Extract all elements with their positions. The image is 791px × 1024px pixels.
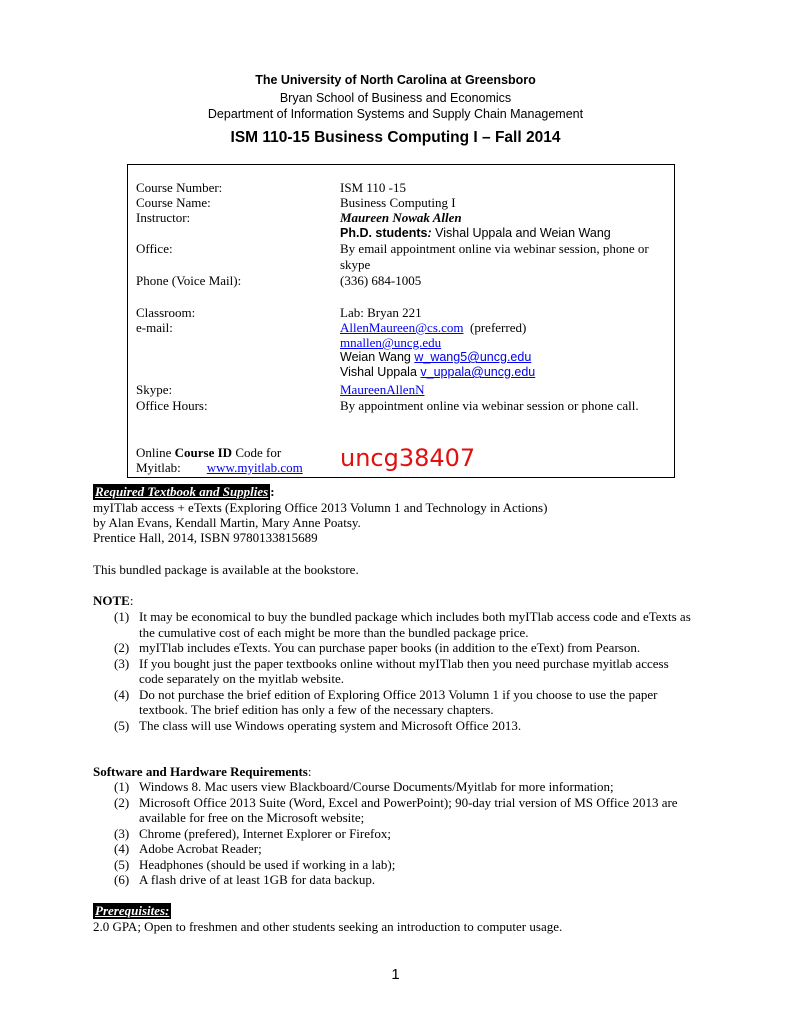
- list-item-number: (3): [114, 825, 130, 841]
- list-item: [114, 795, 694, 826]
- weian-email-link[interactable]: w_wang5@uncg.edu: [414, 350, 532, 364]
- list-item: [114, 718, 694, 734]
- office-hours-label: Office Hours:: [136, 398, 208, 413]
- software-colon: :: [307, 764, 312, 779]
- note-heading-row: [93, 593, 133, 609]
- course-name-label: Course Name:: [136, 195, 211, 210]
- prereq-heading-row: [93, 903, 171, 919]
- list-item-number: (4): [114, 841, 130, 856]
- software-heading-row: [93, 764, 311, 780]
- list-item-number: (1): [114, 609, 130, 624]
- online-code-label: [136, 445, 281, 461]
- list-item: [114, 609, 694, 640]
- list-item: [114, 656, 694, 687]
- list-item-text: Windows 8. Mac users view Blackboard/Course Documents/Myitlab for more information;: [139, 779, 614, 794]
- phd-students: [340, 226, 611, 242]
- weian-name: Weian Wang: [340, 350, 415, 364]
- school-name: Bryan School of Business and Economics: [279, 91, 512, 105]
- list-item-number: (5): [114, 856, 130, 872]
- myitlab-link[interactable]: www.myitlab.com: [206, 460, 303, 475]
- office-label: Office:: [136, 241, 173, 256]
- classroom-label: Classroom:: [136, 305, 196, 320]
- vishal-name: Vishal Uppala: [340, 365, 421, 379]
- phone-value: (336) 684-1005: [340, 273, 422, 288]
- textbook-line-2: by Alan Evans, Kendall Martin, Mary Anne Poatsy.: [93, 515, 361, 530]
- list-item-number: (2): [114, 794, 130, 810]
- skype-label: Skype:: [136, 382, 173, 397]
- list-item-number: (1): [114, 779, 130, 794]
- textbook-heading-colon: :: [270, 484, 275, 499]
- email-secondary-row: [340, 335, 441, 351]
- list-item-number: (4): [114, 686, 130, 702]
- textbook-line-3: Prentice Hall, 2014, ISBN 9780133815689: [93, 530, 318, 545]
- email-primary-row: [340, 320, 526, 336]
- phd-names: Vishal Uppala and Weian Wang: [431, 226, 611, 240]
- textbook-heading: Required Textbook and Supplies: [95, 484, 269, 499]
- instructor-label: Instructor:: [136, 210, 191, 225]
- software-list: [114, 779, 694, 888]
- list-item-text: myITlab includes eTexts. You can purchase paper books (in addition to the eText) from Pearson.: [139, 640, 641, 655]
- list-item: [114, 826, 694, 842]
- list-item-text: Headphones (should be used if working in a lab);: [139, 856, 396, 872]
- instructor-value: Maureen Nowak Allen: [340, 210, 462, 225]
- department-name: Department of Information Systems and Supply Chain Management: [207, 107, 584, 121]
- phd-label: Ph.D. students: [340, 226, 428, 240]
- classroom-value: Lab: Bryan 221: [340, 305, 422, 320]
- list-item-text: Do not purchase the brief edition of Exploring Office 2013 Volumn 1 if you choose to use the paper textbook. The brief edition has only a few of the necessary chapters.: [139, 686, 658, 717]
- textbook-line-1: myITlab access + eTexts (Exploring Office 2013 Volumn 1 and Technology in Actions): [93, 500, 548, 515]
- office-value: By email appointment online via webinar session, phone or skype: [340, 241, 649, 272]
- list-item-number: (3): [114, 655, 130, 671]
- university-name: The University of North Carolina at Greensboro: [255, 73, 536, 87]
- vishal-email-row: [340, 365, 535, 381]
- prereq-heading: Prerequisites:: [95, 903, 170, 918]
- skype-row: [340, 382, 424, 398]
- course-number-value: ISM 110 -15: [340, 180, 406, 195]
- email-primary-link[interactable]: AllenMaureen@cs.com: [340, 320, 464, 335]
- textbook-heading-row: [93, 484, 275, 500]
- list-item: [114, 779, 694, 795]
- myitlab-label: Myitlab:: [136, 460, 181, 475]
- online-label-post: Code for: [232, 445, 282, 460]
- list-item: [114, 640, 694, 656]
- list-item-text: A flash drive of at least 1GB for data backup.: [139, 872, 376, 887]
- bundle-note: This bundled package is available at the bookstore.: [93, 562, 359, 577]
- list-item-text: It may be economical to buy the bundled package which includes both myITlab access code and eTexts as the cumulative cost of each might be more than the bundled package price.: [139, 609, 691, 640]
- list-item-text: The class will use Windows operating system and Microsoft Office 2013.: [139, 717, 522, 733]
- online-label-bold: Course ID: [174, 445, 233, 460]
- course-id-code: uncg38407: [340, 444, 476, 472]
- online-label-pre: Online: [136, 445, 175, 460]
- list-item-number: (6): [114, 872, 130, 887]
- phone-label: Phone (Voice Mail):: [136, 273, 242, 288]
- note-colon: :: [129, 593, 134, 608]
- course-name-value: Business Computing I: [340, 195, 456, 210]
- email-label: e-mail:: [136, 320, 173, 335]
- email-preferred-note: (preferred): [470, 320, 527, 335]
- email-secondary-link[interactable]: mnallen@uncg.edu: [340, 335, 442, 350]
- list-item: [114, 857, 694, 873]
- list-item-text: Microsoft Office 2013 Suite (Word, Excel and PowerPoint); 90-day trial version of MS Office 2013 are available for free on the Microsoft website;: [139, 794, 678, 825]
- software-heading: Software and Hardware Requirements: [93, 764, 308, 779]
- list-item-text: If you bought just the paper textbooks online without myITlab then you need purchase myitlab access code separately on the myitlab website.: [139, 655, 669, 686]
- page-number: 1: [391, 966, 400, 983]
- vishal-email-link[interactable]: v_uppala@uncg.edu: [420, 365, 536, 379]
- phd-colon: :: [427, 226, 432, 240]
- note-list: [114, 609, 694, 733]
- office-hours-value: By appointment online via webinar session or phone call.: [340, 398, 639, 413]
- weian-email-row: [340, 350, 531, 366]
- course-title: ISM 110-15 Business Computing I – Fall 2014: [230, 129, 561, 146]
- list-item-text: Adobe Acrobat Reader;: [139, 841, 262, 856]
- skype-link[interactable]: MaureenAllenN: [340, 382, 425, 397]
- list-item: [114, 872, 694, 888]
- list-item-text: Chrome (prefered), Internet Explorer or Firefox;: [139, 825, 391, 841]
- prereq-text: 2.0 GPA; Open to freshmen and other students seeking an introduction to computer usage.: [93, 919, 563, 934]
- myitlab-row: [136, 460, 303, 476]
- list-item: [114, 841, 694, 857]
- list-item: [114, 687, 694, 718]
- course-number-label: Course Number:: [136, 180, 223, 195]
- list-item-number: (5): [114, 717, 130, 733]
- note-heading: NOTE: [93, 593, 130, 608]
- list-item-number: (2): [114, 640, 130, 655]
